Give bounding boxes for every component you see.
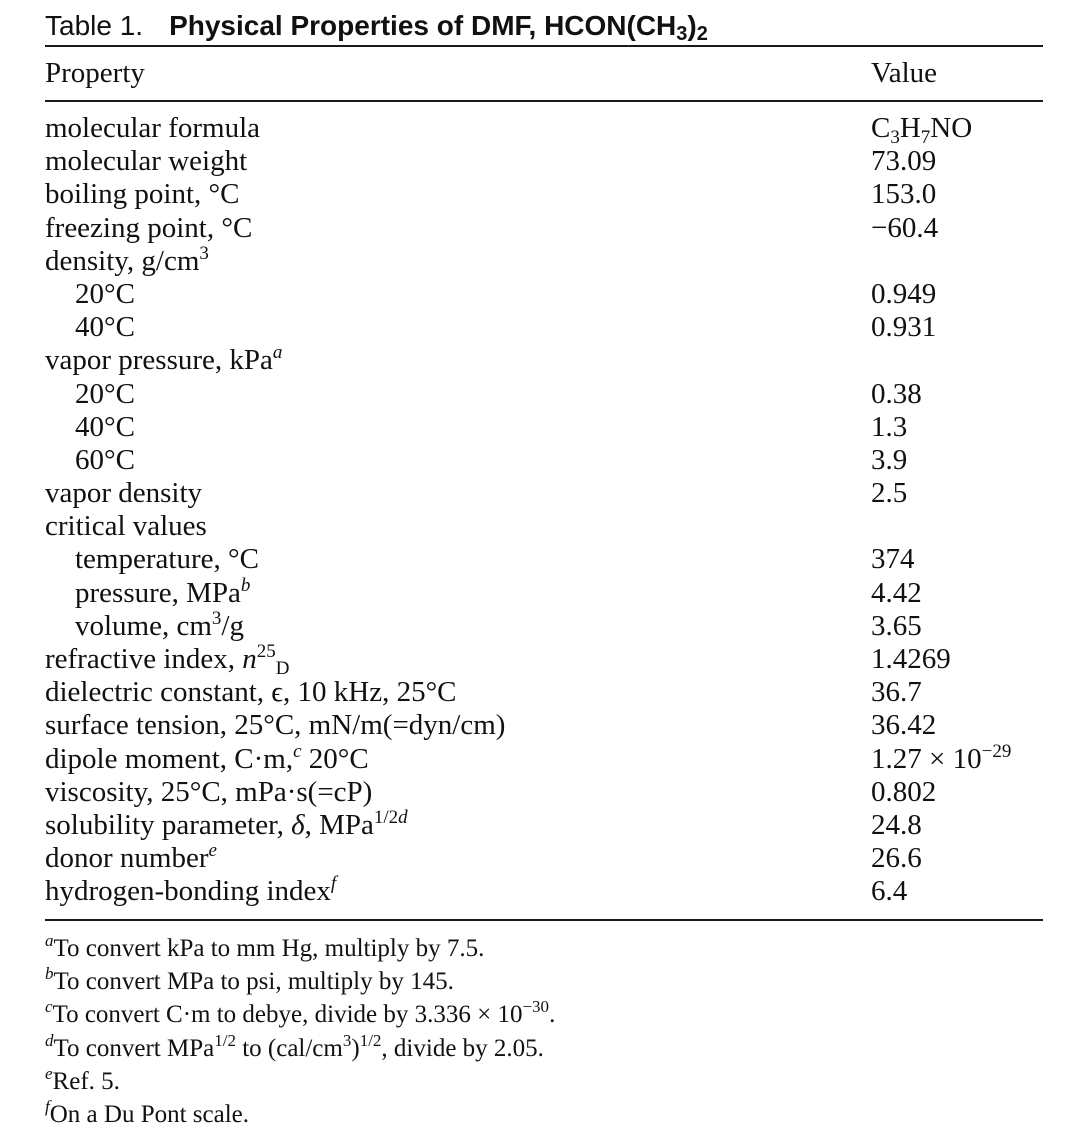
value-cell: 6.4 xyxy=(871,875,908,908)
value-cell: 0.38 xyxy=(871,377,922,410)
table-title-end: ) xyxy=(687,10,697,41)
table-number: Table 1. xyxy=(45,10,144,41)
table-title xyxy=(169,10,708,45)
footnote-f: $^f$On a Du Pont scale. xyxy=(45,1096,250,1128)
value-cell: 3.65 xyxy=(871,609,922,642)
footnote-c: $^c$To convert C·m to debye, divide by $3.336 \times 10^{-30}$. xyxy=(45,997,556,1029)
table-row xyxy=(0,574,1080,610)
property-cell: density, $g/cm^3$ xyxy=(45,242,209,277)
table-row xyxy=(0,311,1080,344)
value-cell: 36.7 xyxy=(871,676,922,709)
property-cell: vapor pressure, kPa$^a$ xyxy=(45,342,283,377)
footnote-e: $^e$Ref. 5. xyxy=(45,1063,120,1095)
value-cell: 36.42 xyxy=(871,709,937,742)
property-cell: surface tension, 25°C, mN/m(=dyn/cm) xyxy=(45,709,506,742)
table-row xyxy=(0,344,1080,377)
bottom-rule xyxy=(45,919,1043,921)
value-cell: 73.09 xyxy=(871,145,937,178)
property-cell: viscosity, 25°C, mPa·s(=cP) xyxy=(45,775,373,808)
table-row xyxy=(0,875,1080,908)
header-rule xyxy=(45,100,1043,102)
table-row xyxy=(0,212,1080,245)
property-cell: temperature, °C xyxy=(75,543,259,576)
table-row xyxy=(0,378,1080,411)
property-cell: vapor density xyxy=(45,477,203,510)
table-row xyxy=(0,842,1080,875)
table-row xyxy=(0,411,1080,444)
property-cell: hydrogen-bonding index$^f$ xyxy=(45,873,337,908)
property-cell: dielectric constant, ϵ, 10 kHz, 25°C xyxy=(45,676,457,709)
property-cell: refractive index, $n^{25}_D$ xyxy=(45,641,290,679)
table-row xyxy=(0,676,1080,709)
property-cell: critical values xyxy=(45,510,207,543)
value-cell: 3.9 xyxy=(871,443,908,476)
table-row xyxy=(0,278,1080,311)
table-title-subscript: 3 xyxy=(676,23,688,45)
property-cell: dipole moment, C·m,$^c$ 20°C xyxy=(45,740,369,775)
column-header-value: Value xyxy=(871,57,938,89)
footnote-a: $^a$To convert kPa to mm Hg, multiply by 7.5. xyxy=(45,931,485,962)
property-cell: boiling point, °C xyxy=(45,178,240,211)
table-row xyxy=(0,477,1080,510)
table-row xyxy=(0,806,1080,842)
property-cell: solubility parameter, δ, MPa$^{1/2d}$ xyxy=(45,806,408,841)
table-title-text: Physical Properties of DMF, HCON(CH xyxy=(169,10,677,41)
table-row xyxy=(0,641,1080,679)
column-header-property: Property xyxy=(45,57,145,89)
value-cell: 2.5 xyxy=(871,477,908,510)
table-row xyxy=(0,543,1080,576)
value-cell: 153.0 xyxy=(871,178,937,211)
property-cell: volume, $cm^3/g$ xyxy=(75,607,244,642)
value-cell: 0.931 xyxy=(871,311,937,344)
property-cell: 20°C xyxy=(75,377,135,410)
table-caption xyxy=(45,8,708,44)
footnote-b: $^b$To convert MPa to psi, multiply by 145. xyxy=(45,964,454,996)
value-cell: 0.949 xyxy=(871,277,937,310)
property-cell: freezing point, °C xyxy=(45,211,253,244)
value-cell: $C_3H_7NO$ xyxy=(871,112,973,148)
property-cell: pressure, MPa$^b$ xyxy=(75,574,251,609)
value-cell: 0.802 xyxy=(871,775,937,808)
property-cell: 60°C xyxy=(75,443,135,476)
table-body xyxy=(0,112,1080,909)
value-cell: 1.3 xyxy=(871,410,908,443)
value-cell: 26.6 xyxy=(871,842,922,875)
table-row xyxy=(0,242,1080,278)
value-cell: 374 xyxy=(871,543,915,576)
table-row xyxy=(0,740,1080,776)
footnote-d: $^d$To convert MPa$^{1/2}$ to $(cal/cm^3)^{1/2}$, divide by 2.05. xyxy=(45,1030,544,1062)
property-cell: molecular weight xyxy=(45,145,248,178)
value-cell: 1.4269 xyxy=(871,643,951,675)
property-cell: 20°C xyxy=(75,277,135,310)
property-cell: donor number$^e$ xyxy=(45,840,217,875)
footnotes xyxy=(45,932,1045,1131)
table-title-end-subscript: 2 xyxy=(696,23,708,45)
value-cell: −60.4 xyxy=(871,211,939,244)
table-row xyxy=(0,510,1080,543)
table-row xyxy=(0,607,1080,643)
property-cell: 40°C xyxy=(75,410,135,443)
table-row xyxy=(0,112,1080,148)
value-cell: 4.42 xyxy=(871,576,922,609)
table-row xyxy=(0,444,1080,477)
top-rule xyxy=(45,45,1043,47)
table-row xyxy=(0,709,1080,742)
property-cell: molecular formula xyxy=(45,112,260,144)
table-row xyxy=(0,776,1080,809)
table-row xyxy=(0,145,1080,178)
property-cell: 40°C xyxy=(75,311,135,344)
value-cell: $1.27 \times 10^{-29}$ xyxy=(871,740,1012,775)
table-row xyxy=(0,178,1080,211)
value-cell: 24.8 xyxy=(871,808,922,841)
